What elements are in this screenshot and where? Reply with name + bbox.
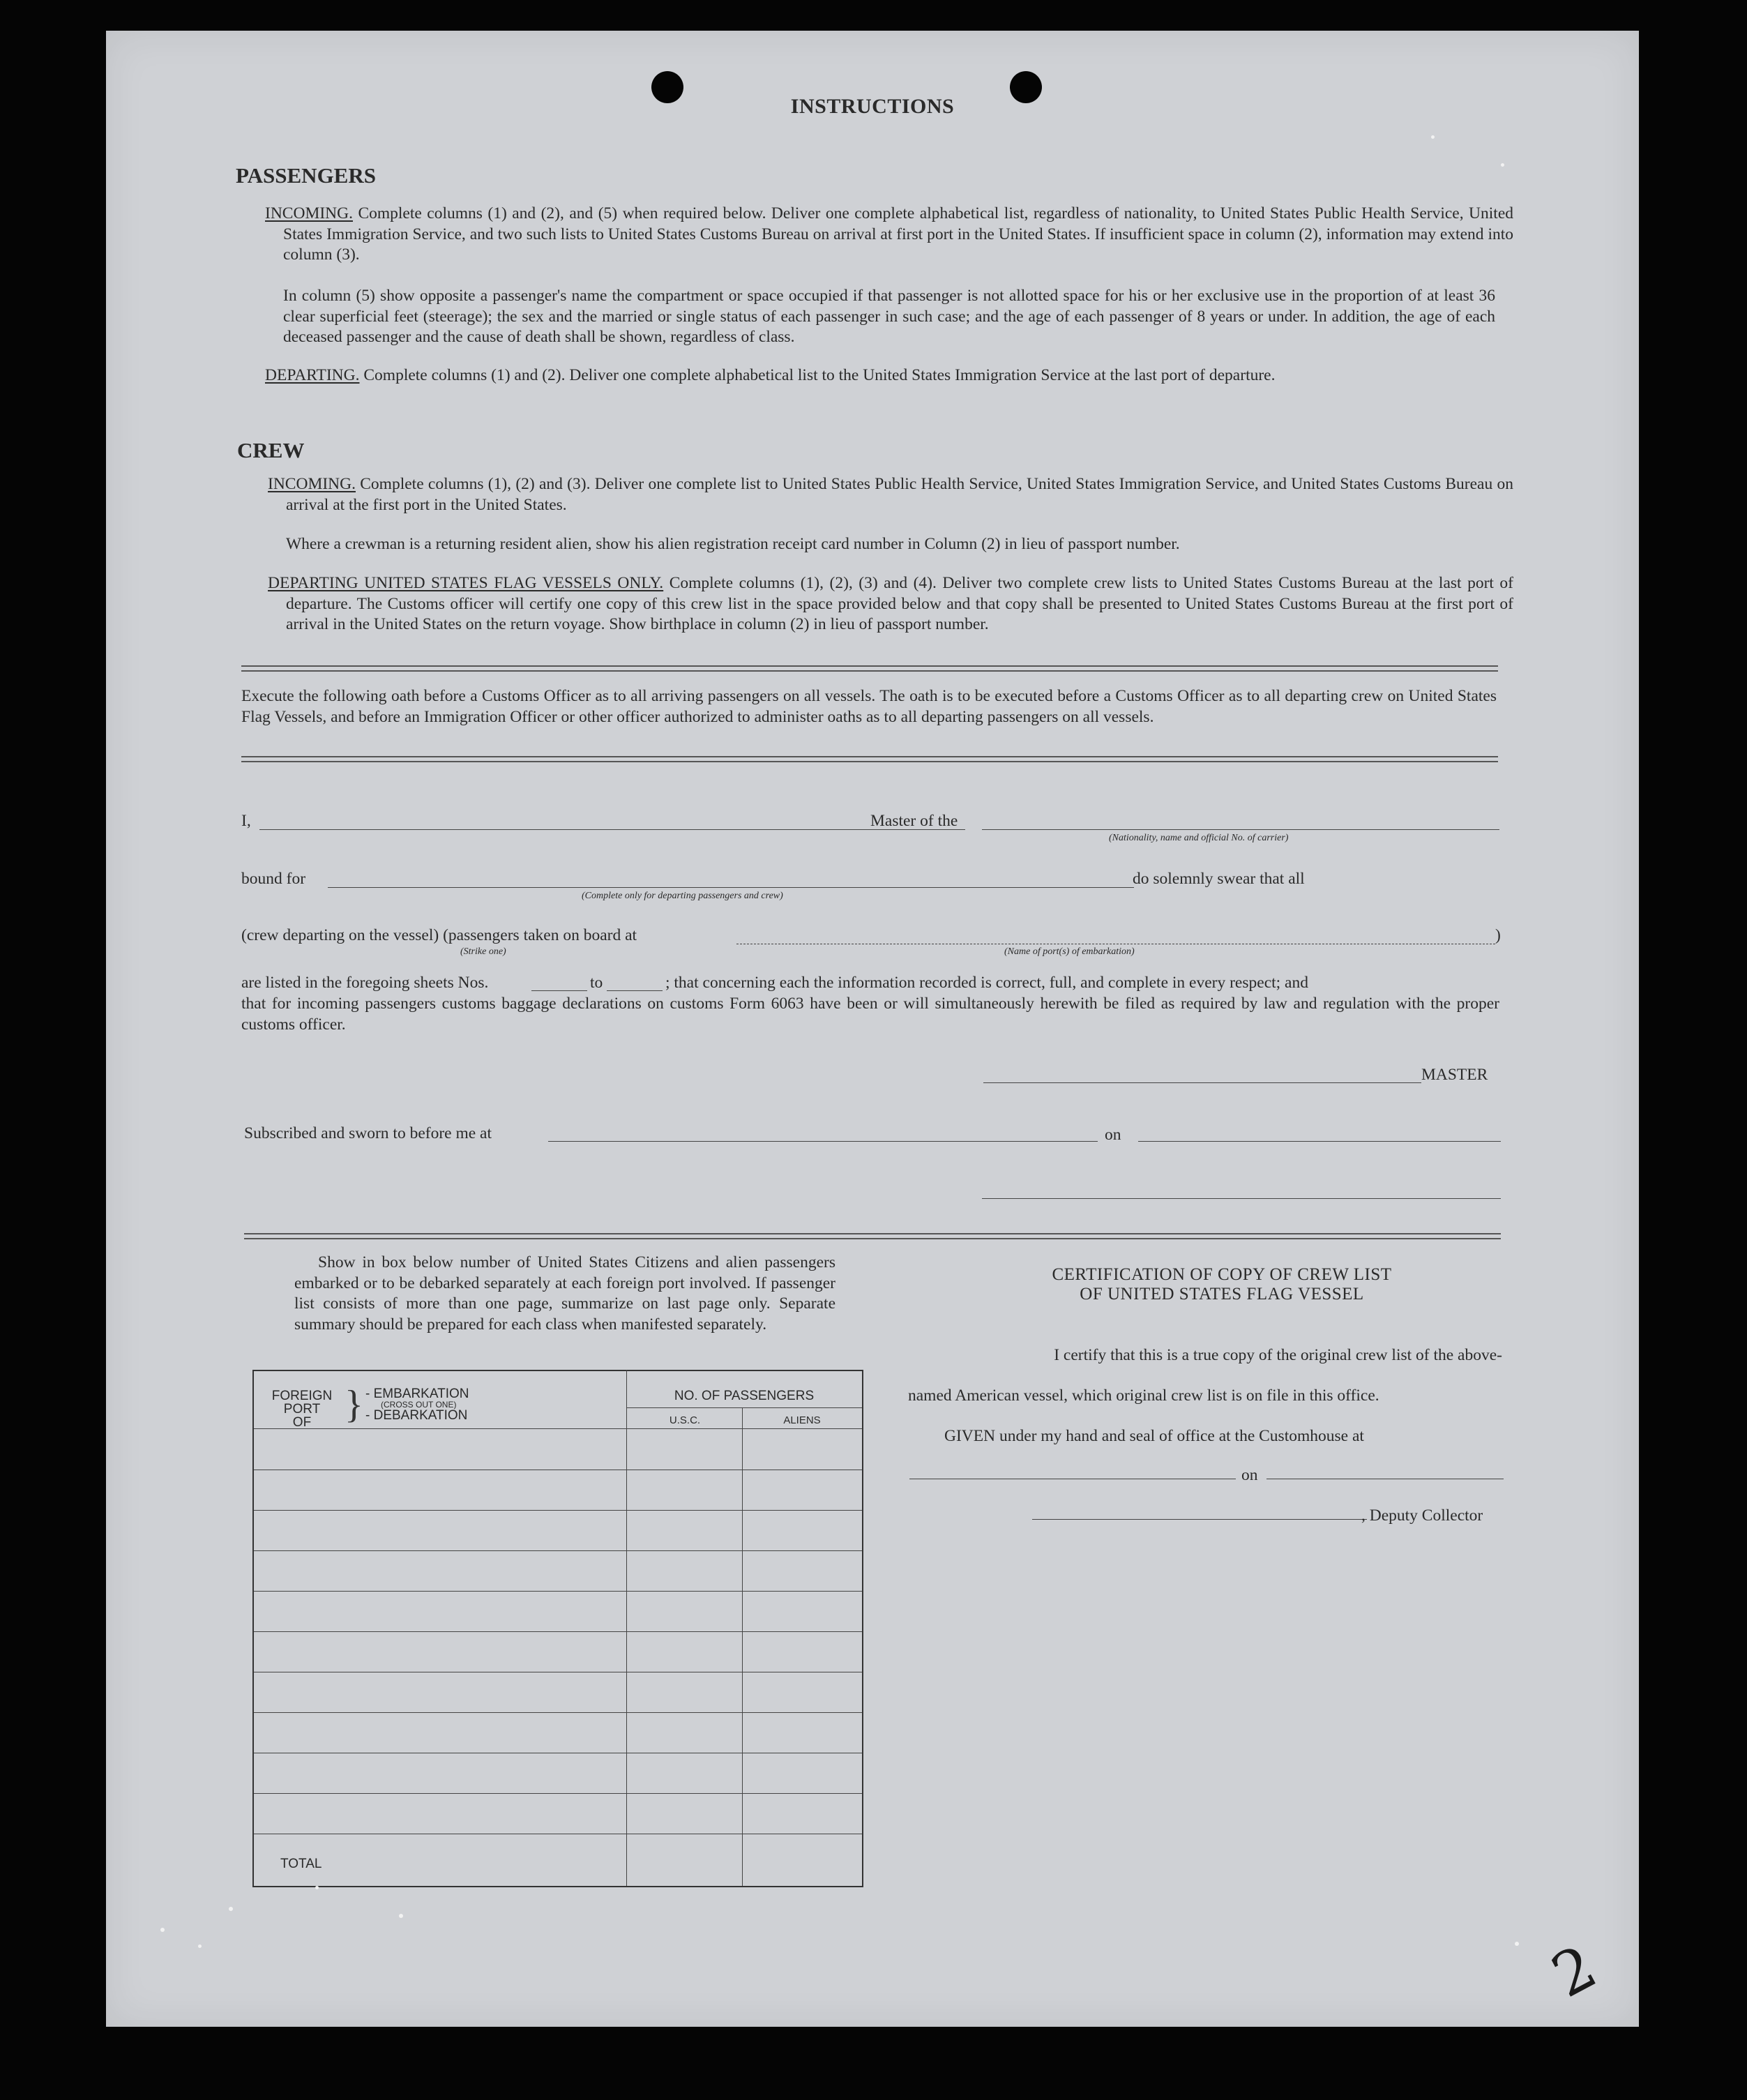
scan-speckle (229, 1907, 233, 1911)
certification-line-1: I certify that this is a true copy of the original crew list of the above- (1054, 1346, 1502, 1364)
sheet-from-line[interactable] (531, 990, 587, 991)
page-title: INSTRUCTIONS (790, 95, 955, 118)
passengers-incoming (265, 204, 1513, 266)
master-of-the-label: Master of the (870, 812, 958, 830)
bound-for-caption: (Complete only for departing passengers and crew) (582, 891, 783, 901)
listed-text-b: ; that concerning each the information recorded is correct, full, and complete in every respect; and (665, 974, 1308, 992)
crew-incoming (268, 474, 1513, 515)
bound-for-line[interactable] (328, 887, 1134, 888)
double-rule (244, 1233, 1501, 1239)
col-header-usc: U.S.C. (669, 1414, 701, 1426)
crew-incoming-text: Complete columns (1), (2) and (3). Deliver one complete list to United States Public Health Service, United States Immigration Service, and United States Customs Bureau on arrival at the first port in the United States. (286, 475, 1513, 514)
scan-speckle (1501, 163, 1504, 167)
swear-text: do solemnly swear that all (1133, 870, 1305, 888)
table-col-divider (742, 1407, 743, 1886)
master-signature-line[interactable] (983, 1082, 1421, 1083)
certification-on-label: on (1241, 1466, 1258, 1484)
deputy-collector-label: , Deputy Collector (1361, 1506, 1483, 1525)
passengers-departing (265, 365, 1513, 386)
officer-signature-line[interactable] (982, 1198, 1501, 1199)
passengers-incoming-label: INCOMING. (265, 204, 353, 222)
carrier-caption: (Nationality, name and official No. of carrier) (1109, 833, 1289, 843)
crew-resident-text: Where a crewman is a returning resident alien, show his alien registration receipt card number in Column (2) in lieu of passport number. (286, 535, 1180, 553)
scan-speckle (160, 1928, 165, 1932)
passenger-summary-table (252, 1370, 863, 1887)
listed-text-a: are listed in the foregoing sheets Nos. (241, 974, 489, 992)
certification-heading-2: OF UNITED STATES FLAG VESSEL (1080, 1285, 1364, 1304)
col-header-of: OF (292, 1415, 312, 1430)
certification-given: GIVEN under my hand and seal of office at the Customhouse at (944, 1427, 1364, 1445)
certification-heading (971, 1265, 1473, 1304)
scan-speckle (315, 1886, 319, 1889)
crew-departing-text: Complete columns (1), (2), (3) and (4). Deliver two complete crew lists to United States Customs Bureau at the last port of departure. The Customs officer will certify one copy of this crew list in the space provided below and that copy shall be presented to United States Customs Bureau at the first port of arrival in the United States on the return voyage. Show birthplace in column (2) in lieu of passport number. (286, 574, 1514, 633)
col-header-foreign: FOREIGN (271, 1389, 333, 1403)
col-header-port: PORT (283, 1402, 321, 1417)
table-header-divider (254, 1428, 862, 1429)
sworn-date-line[interactable] (1138, 1141, 1501, 1142)
table-subheader-divider (626, 1407, 862, 1408)
scan-speckle (1431, 135, 1435, 139)
table-col-divider (626, 1370, 627, 1886)
strike-caption: (Strike one) (460, 946, 506, 957)
cross-out-label: (CROSS OUT ONE) (381, 1400, 457, 1410)
master-name-line[interactable] (259, 829, 965, 830)
col-header-aliens: ALIENS (783, 1414, 821, 1426)
oath-i-label: I, (241, 812, 251, 830)
passengers-heading: PASSENGERS (236, 163, 376, 188)
certification-line-2: named American vessel, which original crew list is on file in this office. (908, 1387, 1379, 1405)
table-row-divider (254, 1591, 862, 1592)
passengers-column5-text: In column (5) show opposite a passenger's name the compartment or space occupied if that passenger is not allotted space for his or her exclusive use in the proportion of at least 36 clear superficial feet (steerage); the sex and the married or single status of each passenger in such case; and the age of each passenger of 8 years or under. In addition, the age of each deceased passenger and the cause of death shall be shown, regardless of class. (283, 287, 1495, 346)
bound-for-label: bound for (241, 870, 306, 888)
double-rule (241, 665, 1498, 672)
embarkation-label: - EMBARKATION (365, 1387, 469, 1401)
col-header-foreign-port (264, 1389, 340, 1429)
scan-speckle (1515, 1942, 1519, 1946)
double-rule (241, 756, 1498, 762)
close-paren: ) (1495, 926, 1501, 944)
document-page (106, 31, 1639, 2027)
scan-speckle (399, 1914, 403, 1918)
passengers-departing-text: Complete columns (1) and (2). Deliver one complete alphabetical list to the United States Immigration Service at the last port of departure. (363, 366, 1276, 384)
sworn-on-label: on (1105, 1126, 1121, 1144)
subscribed-label: Subscribed and sworn to before me at (244, 1124, 492, 1142)
table-row-divider (254, 1550, 862, 1551)
passengers-departing-label: DEPARTING. (265, 366, 360, 384)
brace-glyph: } (345, 1383, 363, 1426)
certification-heading-1: CERTIFICATION OF COPY OF CREW LIST (1052, 1265, 1392, 1284)
col-header-embark-debark (365, 1388, 469, 1422)
crew-incoming-label: INCOMING. (268, 475, 356, 493)
table-row-divider (254, 1793, 862, 1794)
passengers-incoming-text: Complete columns (1) and (2), and (5) when required below. Deliver one complete alphabetical list, regardless of nationality, to United States Public Health Service, United States Immigration Service, and two such lists to United States Customs Bureau on arrival at first port in the United States. If insufficient space in column (2), information may extend into column (3). (283, 204, 1514, 264)
deputy-signature-line[interactable] (1032, 1519, 1367, 1520)
debarkation-label: - DEBARKATION (365, 1408, 468, 1423)
table-total-label: TOTAL (280, 1857, 322, 1871)
sheet-to-line[interactable] (607, 990, 663, 991)
listed-text-c: that for incoming passengers customs baggage declarations on customs Form 6063 have been or will simultaneously herewith be filed as required by law and regulation with the proper customs officer. (241, 995, 1499, 1034)
summary-text: Show in box below number of United States Citizens and alien passengers embarked or to be debarked separately at each foreign port involved. If passenger list consists of more than one page, summarize on last page only. Separate summary should be prepared for each class when manifested separately. (294, 1253, 835, 1334)
handwritten-page-number: 2 (1541, 1932, 1608, 2011)
table-row-divider (254, 1631, 862, 1632)
sworn-at-line[interactable] (548, 1141, 1098, 1142)
table-row-divider (254, 1510, 862, 1511)
listed-to-label: to (590, 974, 603, 992)
crew-departing (268, 573, 1513, 635)
master-label: MASTER (1421, 1066, 1488, 1084)
crew-heading: CREW (237, 438, 305, 462)
crew-departing-label: DEPARTING UNITED STATES FLAG VESSELS ONLY. (268, 574, 664, 592)
scan-speckle (198, 1944, 202, 1948)
carrier-line[interactable] (982, 829, 1499, 830)
table-row-divider (254, 1712, 862, 1713)
ports-caption: (Name of port(s) of embarkation) (1004, 946, 1135, 957)
oath-intro: Execute the following oath before a Customs Officer as to all arriving passengers on all vessels. The oath is to be executed before a Customs Officer as to all departing crew on United States Flag Vessels, and before an Immigration Officer or other officer authorized to administer oaths as to all departing passengers on all vessels. (241, 687, 1497, 726)
crew-departing-text: (crew departing on the vessel) (passengers taken on board at (241, 926, 637, 944)
col-header-no-passengers: NO. OF PASSENGERS (674, 1389, 815, 1403)
